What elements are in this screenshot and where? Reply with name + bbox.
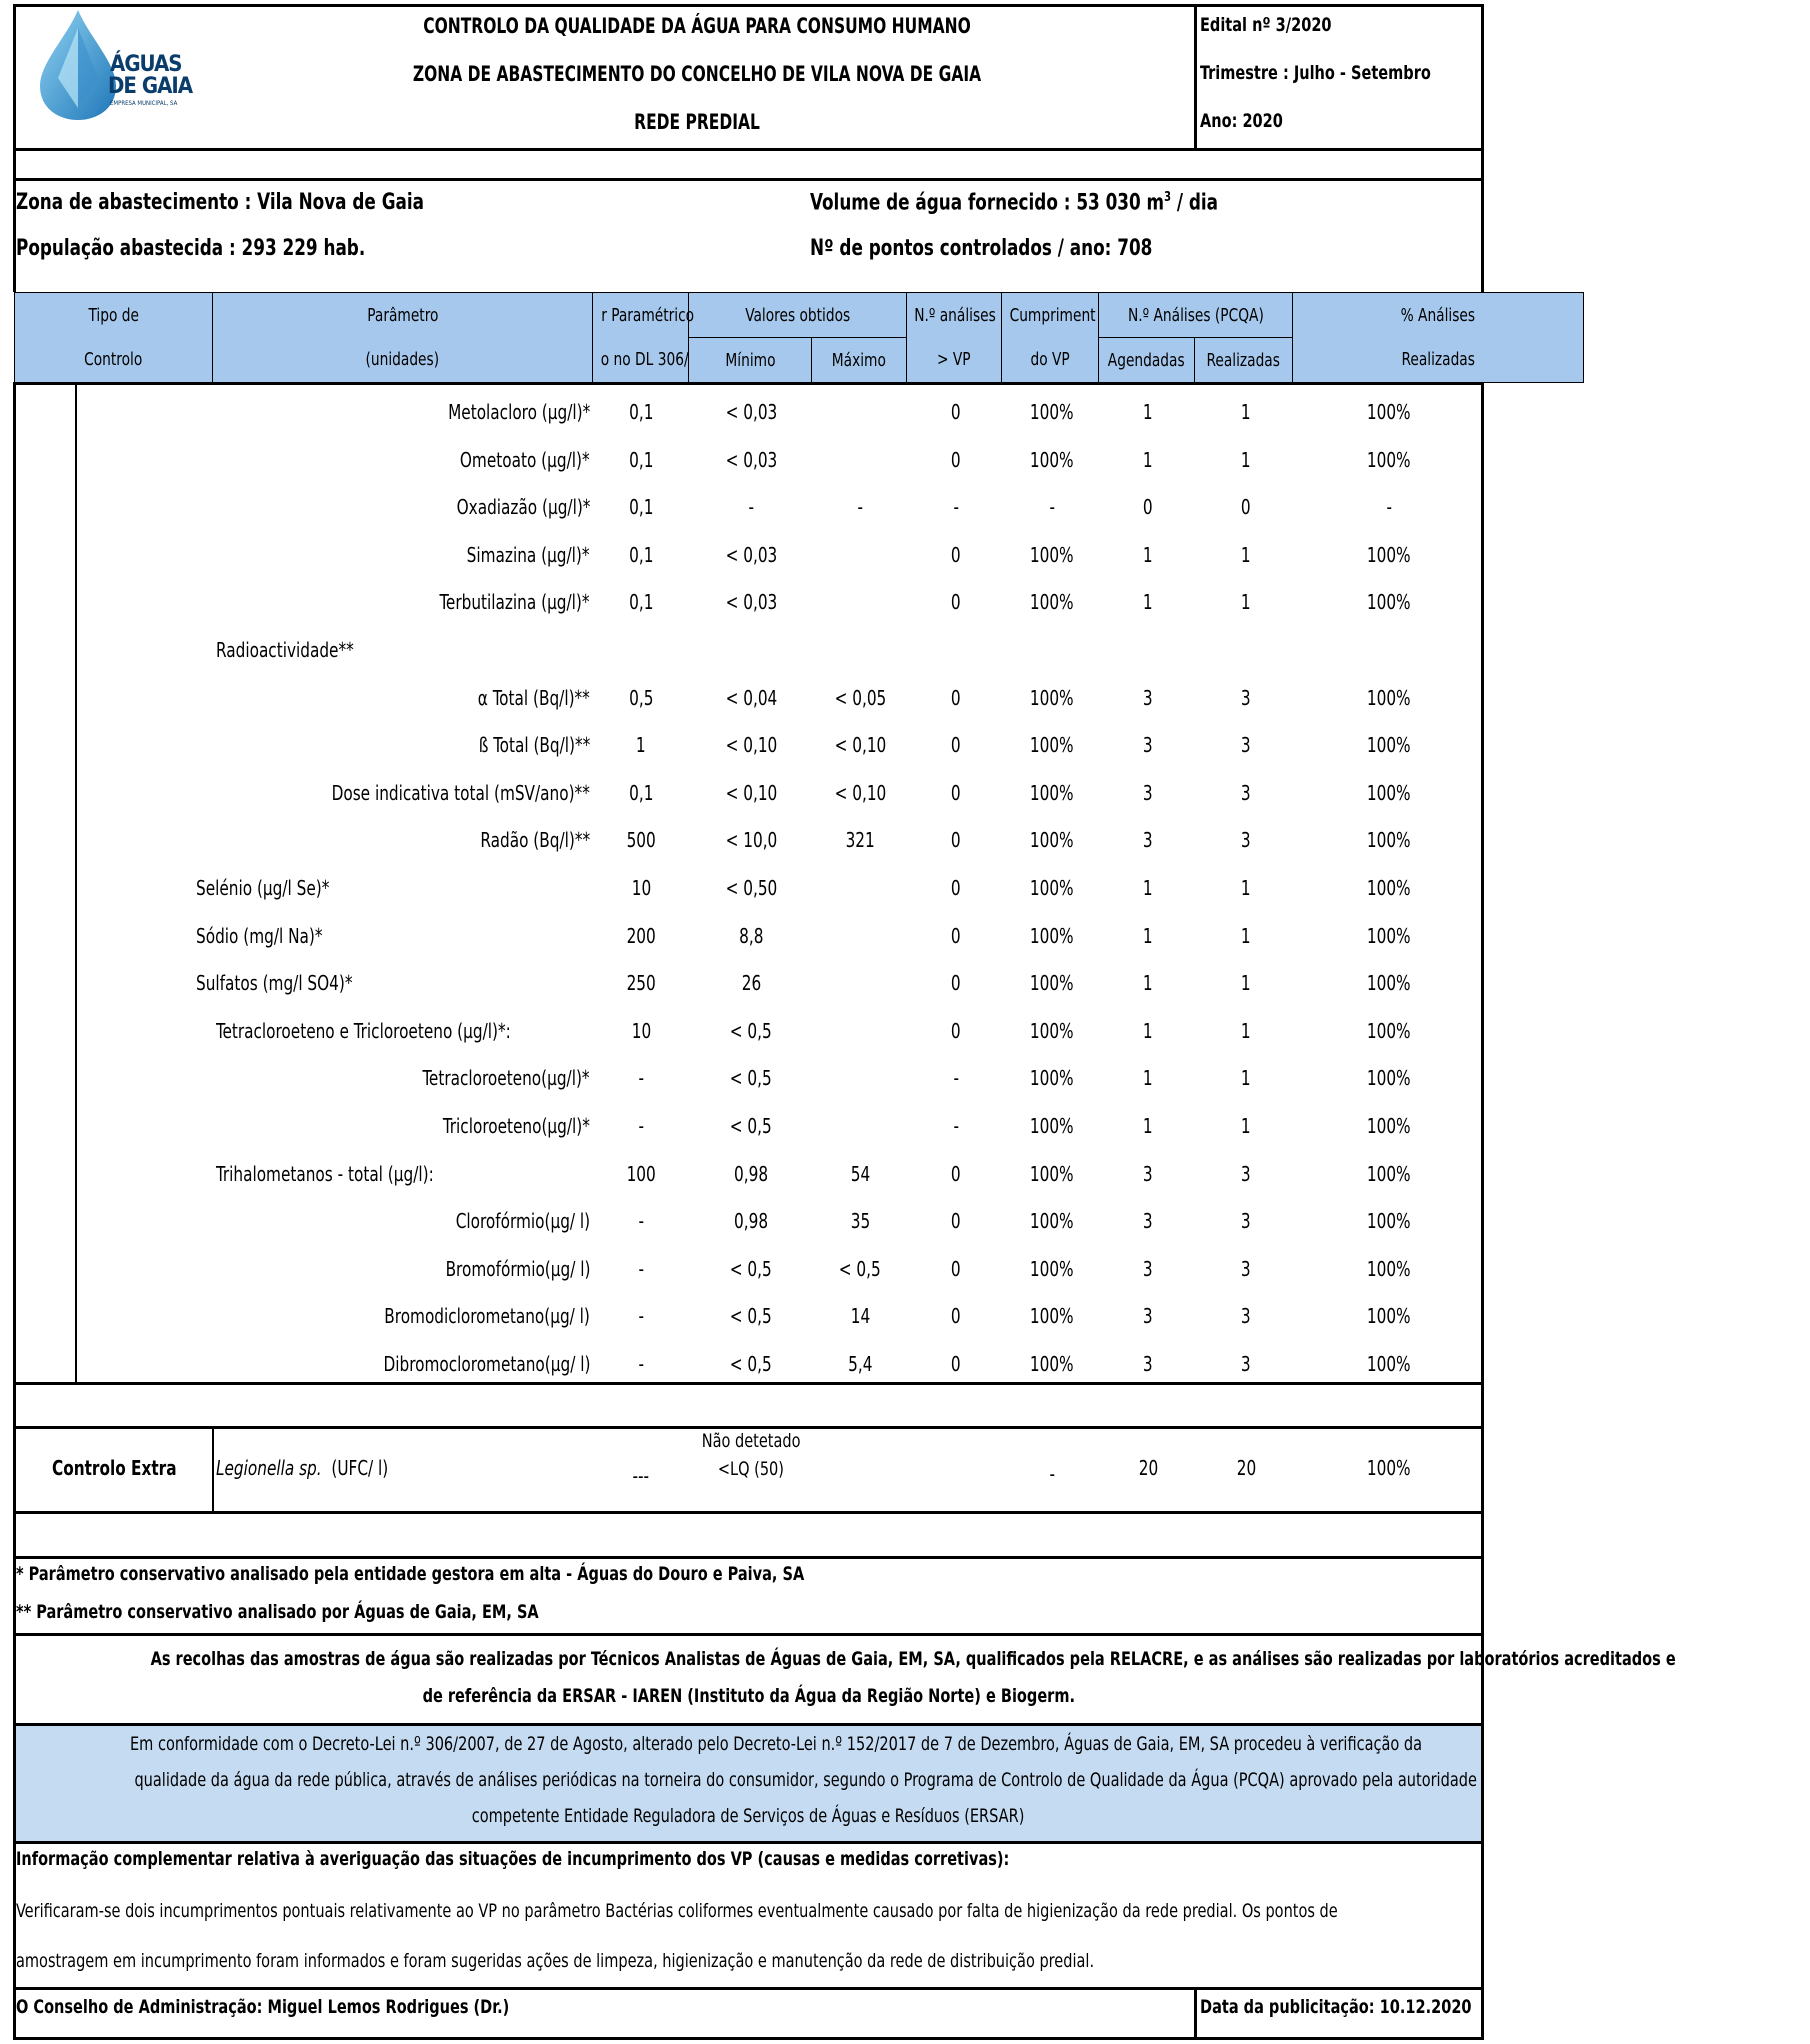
trimestre: Trimestre : Julho - Setembro xyxy=(1200,62,1431,84)
conformidade-2: qualidade da água da rede pública, através de análises periódicas na torneira do consumidor, segundo o Programa de Controlo de Qualidade da Água (PCQA) aprovado pela autoridade xyxy=(134,1769,1477,1791)
cell-pct: 100% xyxy=(1367,1209,1411,1234)
table-row xyxy=(0,483,1497,531)
spacer-3 xyxy=(13,1514,1484,1556)
param-label: Metolacloro (µg/l)* xyxy=(447,400,590,424)
cell-ag: 3 xyxy=(1143,1256,1153,1281)
table-row xyxy=(0,816,1497,864)
param-label: Oxadiazão (µg/l)* xyxy=(456,495,590,520)
logo-text-de-gaia: DE GAIA xyxy=(108,74,193,99)
table-row xyxy=(0,721,1497,769)
info-complementar-2: amostragem em incumprimento foram informados e foram sugeridas ações de limpeza, higienização e manutenção da rede de distribuição predial. xyxy=(16,1950,1095,1972)
extra-ag: 20 xyxy=(1138,1456,1158,1480)
cell-vp: 0,1 xyxy=(628,780,654,805)
param-label: Bromodiclorometano(µg/ l) xyxy=(384,1304,590,1329)
cell-min: 0,98 xyxy=(733,1161,769,1186)
table-row xyxy=(0,531,1497,579)
cell-ag: 0 xyxy=(1143,495,1153,520)
cell-vp: 250 xyxy=(626,971,656,996)
cell-min: < 0,03 xyxy=(725,447,777,472)
cell-nvp: - xyxy=(953,1066,959,1091)
extra-cump: - xyxy=(1049,1462,1055,1486)
cell-re: 1 xyxy=(1241,971,1251,996)
data-publicitacao: Data da publicitação: 10.12.2020 xyxy=(1200,1996,1472,2018)
conformidade-1: Em conformidade com o Decreto-Lei n.º 306/2007, de 27 de Agosto, alterado pelo Decreto-Lei n.º 152/2017 de 7 de Dezembro, Águas de Gaia, EM, SA procedeu à verificação da xyxy=(130,1733,1423,1755)
cell-nvp: 0 xyxy=(951,1161,961,1186)
hdr-tipo-2: Controlo xyxy=(84,349,143,371)
hdr-maximo: Máximo xyxy=(831,349,887,371)
cell-nvp: 0 xyxy=(951,971,961,996)
table-row xyxy=(0,959,1497,1007)
cell-pct: 100% xyxy=(1367,685,1411,710)
table-row xyxy=(0,626,1497,674)
param-label: Tricloroeteno(µg/l)* xyxy=(443,1114,590,1138)
cell-cump: 100% xyxy=(1030,1114,1074,1138)
cell-min: < 0,03 xyxy=(725,400,777,424)
table-row xyxy=(0,1054,1497,1102)
info-complementar-title: Informação complementar relativa à averiguação das situações de incumprimento dos VP (causas e medidas corretivas): xyxy=(16,1848,1010,1870)
cell-vp: 0,5 xyxy=(628,685,654,710)
param-label: Dose indicativa total (mSV/ano)** xyxy=(331,780,590,805)
hdr-param-1: Parâmetro xyxy=(366,304,439,326)
cell-cump: 100% xyxy=(1030,1352,1074,1376)
hdr-vp-2: o no DL 306/ xyxy=(600,349,689,371)
cell-pct: 100% xyxy=(1367,1304,1411,1329)
cell-vp: 0,1 xyxy=(628,590,654,615)
param-label: α Total (Bq/l)** xyxy=(477,685,590,710)
title-2: ZONA DE ABASTECIMENTO DO CONCELHO DE VILA NOVA DE GAIA xyxy=(412,62,982,86)
zona-abastecimento: Zona de abastecimento : Vila Nova de Gaia xyxy=(16,190,424,215)
cell-min: < 0,03 xyxy=(725,590,777,615)
cell-re: 3 xyxy=(1241,1161,1251,1186)
cell-pct: 100% xyxy=(1367,1018,1411,1043)
cell-cump: 100% xyxy=(1030,971,1074,996)
cell-max: - xyxy=(857,495,863,520)
hdr-cump-1: Cumpriment xyxy=(1009,304,1096,326)
cell-ag: 3 xyxy=(1143,1304,1153,1329)
cell-cump: 100% xyxy=(1030,733,1074,758)
hdr-valores: Valores obtidos xyxy=(745,304,850,326)
cell-re: 1 xyxy=(1241,923,1251,948)
param-label: Clorofórmio(µg/ l) xyxy=(455,1209,590,1234)
cell-cump: 100% xyxy=(1030,1256,1074,1281)
cell-ag: 3 xyxy=(1143,1352,1153,1376)
conformidade-3: competente Entidade Reguladora de Serviços de Águas e Resíduos (ERSAR) xyxy=(472,1805,1025,1827)
cell-re: 3 xyxy=(1241,1352,1251,1376)
cell-nvp: 0 xyxy=(951,1018,961,1043)
cell-pct: 100% xyxy=(1367,780,1411,805)
cell-cump: 100% xyxy=(1030,542,1074,567)
cell-re: 1 xyxy=(1241,1114,1251,1138)
cell-nvp: 0 xyxy=(951,685,961,710)
param-label: Ometoato (µg/l)* xyxy=(460,447,590,472)
cell-pct: 100% xyxy=(1367,828,1411,853)
cell-cump: 100% xyxy=(1030,828,1074,853)
cell-nvp: 0 xyxy=(951,1209,961,1234)
cell-min: < 10,0 xyxy=(725,828,777,853)
edital: Edital nº 3/2020 xyxy=(1200,14,1332,36)
param-label: Simazina (µg/l)* xyxy=(467,542,590,567)
param-label: Bromofórmio(µg/ l) xyxy=(445,1256,590,1281)
hdr-tipo-1: Tipo de xyxy=(88,304,139,326)
table-row xyxy=(0,864,1497,912)
recolhas-1: As recolhas das amostras de água são realizadas por Técnicos Analistas de Águas de Gaia, EM, SA, qualificados pela RELACRE, e as análises são realizadas por laboratórios acreditados e xyxy=(150,1648,1676,1670)
cell-vp: 0,1 xyxy=(628,400,654,424)
cell-re: 1 xyxy=(1241,590,1251,615)
hdr-realizadas: Realizadas xyxy=(1206,349,1281,371)
cell-cump: 100% xyxy=(1030,1304,1074,1329)
cell-vp: 10 xyxy=(631,876,651,900)
table-row xyxy=(0,436,1497,484)
cell-vp: 10 xyxy=(631,1018,651,1043)
cell-max: < 0,10 xyxy=(834,780,886,805)
cell-pct: - xyxy=(1386,495,1392,520)
cell-nvp: 0 xyxy=(951,876,961,900)
cell-nvp: 0 xyxy=(951,923,961,948)
hdr-cump-2: do VP xyxy=(1030,349,1070,371)
cell-vp: - xyxy=(638,1256,644,1281)
cell-max: 14 xyxy=(850,1304,870,1329)
table-row xyxy=(0,1340,1497,1388)
cell-vp: - xyxy=(638,1114,644,1138)
param-label: Sódio (mg/l Na)* xyxy=(196,923,323,948)
cell-nvp: 0 xyxy=(951,1352,961,1376)
table-row xyxy=(0,912,1497,960)
cell-min: < 0,5 xyxy=(730,1066,772,1091)
table-row xyxy=(0,578,1497,626)
conselho-administracao: O Conselho de Administração: Miguel Lemos Rodrigues (Dr.) xyxy=(16,1996,510,2018)
note-1: * Parâmetro conservativo analisado pela entidade gestora em alta - Águas do Douro e Paiva, SA xyxy=(16,1563,805,1585)
table-row xyxy=(0,1150,1497,1198)
cell-pct: 100% xyxy=(1367,1161,1411,1186)
cell-cump: 100% xyxy=(1030,447,1074,472)
title-1: CONTROLO DA QUALIDADE DA ÁGUA PARA CONSUMO HUMANO xyxy=(423,14,971,38)
param-label: Radão (Bq/l)** xyxy=(480,828,590,853)
cell-nvp: 0 xyxy=(951,828,961,853)
cell-max: 54 xyxy=(850,1161,870,1186)
cell-pct: 100% xyxy=(1367,400,1411,424)
cell-cump: 100% xyxy=(1030,1066,1074,1091)
cell-pct: 100% xyxy=(1367,542,1411,567)
cell-cump: 100% xyxy=(1030,1018,1074,1043)
table-row xyxy=(0,674,1497,722)
cell-min: < 0,10 xyxy=(725,780,777,805)
cell-ag: 1 xyxy=(1143,1066,1153,1091)
table-row xyxy=(0,1245,1497,1293)
cell-min: < 0,5 xyxy=(730,1256,772,1281)
cell-cump: 100% xyxy=(1030,876,1074,900)
spacer-2 xyxy=(13,1384,1484,1426)
cell-ag: 3 xyxy=(1143,1161,1153,1186)
cell-ag: 1 xyxy=(1143,542,1153,567)
table-row xyxy=(0,388,1497,436)
cell-ag: 1 xyxy=(1143,923,1153,948)
cell-vp: 100 xyxy=(626,1161,656,1186)
cell-cump: - xyxy=(1049,495,1055,520)
hdr-minimo: Mínimo xyxy=(724,349,776,371)
cell-ag: 1 xyxy=(1143,1018,1153,1043)
cell-pct: 100% xyxy=(1367,1066,1411,1091)
cell-vp: 1 xyxy=(636,733,646,758)
info-complementar-1: Verificaram-se dois incumprimentos pontuais relativamente ao VP no parâmetro Bactérias coliformes eventualmente causado por falta de higienização da rede predial. Os pontos de xyxy=(16,1900,1338,1922)
cell-vp: 0,1 xyxy=(628,495,654,520)
cell-nvp: 0 xyxy=(951,590,961,615)
populacao: População abastecida : 293 229 hab. xyxy=(16,236,366,261)
cell-vp: 0,1 xyxy=(628,542,654,567)
extra-min-1: Não detetado xyxy=(701,1430,801,1452)
cell-cump: 100% xyxy=(1030,1161,1074,1186)
logo-text-sub: EMPRESA MUNICIPAL, SA xyxy=(110,100,178,107)
cell-pct: 100% xyxy=(1367,1352,1411,1376)
table-row xyxy=(0,1292,1497,1340)
cell-re: 0 xyxy=(1241,495,1251,520)
cell-pct: 100% xyxy=(1367,923,1411,948)
cell-re: 1 xyxy=(1241,447,1251,472)
cell-re: 3 xyxy=(1241,1304,1251,1329)
cell-vp: - xyxy=(638,1066,644,1091)
cell-re: 1 xyxy=(1241,1066,1251,1091)
volume-fornecido: Volume de água fornecido : 53 030 $m^3$ / dia xyxy=(810,190,1219,216)
cell-nvp: 0 xyxy=(951,542,961,567)
cell-pct: 100% xyxy=(1367,733,1411,758)
cell-pct: 100% xyxy=(1367,590,1411,615)
logo-text-aguas: ÁGUAS xyxy=(110,52,182,77)
cell-min: < 0,50 xyxy=(725,876,777,900)
param-label: ß Total (Bq/l)** xyxy=(478,733,590,758)
cell-vp: 0,1 xyxy=(628,447,654,472)
cell-pct: 100% xyxy=(1367,971,1411,996)
cell-cump: 100% xyxy=(1030,685,1074,710)
cell-nvp: 0 xyxy=(951,400,961,424)
cell-min: 26 xyxy=(741,971,761,996)
param-label: Dibromoclorometano(µg/ l) xyxy=(383,1352,590,1376)
cell-re: 1 xyxy=(1241,1018,1251,1043)
cell-ag: 1 xyxy=(1143,447,1153,472)
cell-ag: 3 xyxy=(1143,1209,1153,1234)
cell-min: < 0,5 xyxy=(730,1018,772,1043)
cell-min: < 0,04 xyxy=(725,685,777,710)
table-row xyxy=(0,1007,1497,1055)
param-label: Tetracloroeteno(µg/l)* xyxy=(422,1066,590,1091)
cell-vp: 500 xyxy=(626,828,656,853)
cell-min: 8,8 xyxy=(738,923,764,948)
cell-re: 1 xyxy=(1241,542,1251,567)
cell-re: 3 xyxy=(1241,685,1251,710)
cell-ag: 3 xyxy=(1143,733,1153,758)
hdr-pcqa: N.º Análises (PCQA) xyxy=(1127,304,1264,326)
cell-min: < 0,5 xyxy=(730,1304,772,1329)
cell-re: 1 xyxy=(1241,400,1251,424)
cell-ag: 3 xyxy=(1143,780,1153,805)
hdr-nanal-2: > VP xyxy=(937,349,971,371)
table-row xyxy=(0,1102,1497,1150)
param-label: Radioactividade** xyxy=(216,638,354,662)
note-2: ** Parâmetro conservativo analisado por Águas de Gaia, EM, SA xyxy=(16,1601,539,1623)
cell-nvp: 0 xyxy=(951,1304,961,1329)
extra-min-2: <LQ (50) xyxy=(717,1458,785,1480)
cell-ag: 1 xyxy=(1143,590,1153,615)
cell-max: < 0,10 xyxy=(834,733,886,758)
cell-min: < 0,5 xyxy=(730,1352,772,1376)
param-label: Terbutilazina (µg/l)* xyxy=(439,590,590,615)
cell-max: 5,4 xyxy=(847,1352,873,1376)
hdr-pct-2: Realizadas xyxy=(1401,349,1475,371)
cell-max: 35 xyxy=(850,1209,870,1234)
cell-pct: 100% xyxy=(1367,1114,1411,1138)
cell-nvp: 0 xyxy=(951,780,961,805)
cell-cump: 100% xyxy=(1030,1209,1074,1234)
cell-nvp: - xyxy=(953,495,959,520)
cell-min: < 0,03 xyxy=(725,542,777,567)
cell-min: - xyxy=(748,495,754,520)
hdr-vp-1: r Paramétrico xyxy=(601,304,695,326)
cell-min: 0,98 xyxy=(733,1209,769,1234)
cell-ag: 3 xyxy=(1143,828,1153,853)
cell-vp: - xyxy=(638,1352,644,1376)
cell-ag: 1 xyxy=(1143,400,1153,424)
extra-tipo: Controlo Extra xyxy=(51,1456,177,1480)
extra-param: Legionella sp. (UFC/ l) xyxy=(216,1456,389,1480)
cell-re: 3 xyxy=(1241,828,1251,853)
param-label: Trihalometanos - total (µg/l): xyxy=(216,1161,434,1186)
cell-cump: 100% xyxy=(1030,590,1074,615)
cell-pct: 100% xyxy=(1367,447,1411,472)
column-header xyxy=(14,292,1584,383)
cell-max: < 0,5 xyxy=(839,1256,881,1281)
cell-vp: - xyxy=(638,1304,644,1329)
cell-ag: 1 xyxy=(1143,971,1153,996)
param-label: Tetracloroeteno e Tricloroeteno (µg/l)*: xyxy=(216,1018,511,1043)
cell-cump: 100% xyxy=(1030,923,1074,948)
hdr-nanal-1: N.º análises xyxy=(914,304,996,326)
cell-nvp: 0 xyxy=(951,1256,961,1281)
table-row xyxy=(0,769,1497,817)
cell-vp: 200 xyxy=(626,923,656,948)
recolhas-2: de referência da ERSAR - IAREN (Instituto da Água da Região Norte) e Biogerm. xyxy=(422,1685,1075,1707)
hdr-agendadas: Agendadas xyxy=(1108,349,1185,371)
param-label: Selénio (µg/l Se)* xyxy=(196,876,330,900)
hdr-param-2: (unidades) xyxy=(365,349,440,371)
cell-re: 3 xyxy=(1241,1209,1251,1234)
cell-cump: 100% xyxy=(1030,400,1074,424)
cell-ag: 1 xyxy=(1143,876,1153,900)
hdr-pct-1: % Análises xyxy=(1400,304,1476,326)
table-row xyxy=(0,1197,1497,1245)
extra-re: 20 xyxy=(1236,1456,1256,1480)
cell-min: < 0,5 xyxy=(730,1114,772,1138)
pontos-controlados: Nº de pontos controlados / ano: 708 xyxy=(810,236,1153,261)
cell-re: 3 xyxy=(1241,780,1251,805)
title-3: REDE PREDIAL xyxy=(634,110,760,134)
ano: Ano: 2020 xyxy=(1200,110,1283,132)
param-label: Sulfatos (mg/l SO4)* xyxy=(196,971,353,996)
extra-vp: --- xyxy=(632,1464,650,1488)
cell-nvp: 0 xyxy=(951,733,961,758)
cell-ag: 1 xyxy=(1143,1114,1153,1138)
cell-re: 3 xyxy=(1241,733,1251,758)
cell-min: < 0,10 xyxy=(725,733,777,758)
cell-re: 3 xyxy=(1241,1256,1251,1281)
cell-re: 1 xyxy=(1241,876,1251,900)
cell-pct: 100% xyxy=(1367,876,1411,900)
cell-ag: 3 xyxy=(1143,685,1153,710)
cell-nvp: - xyxy=(953,1114,959,1138)
cell-vp: - xyxy=(638,1209,644,1234)
cell-nvp: 0 xyxy=(951,447,961,472)
cell-pct: 100% xyxy=(1367,1256,1411,1281)
extra-pct: 100% xyxy=(1367,1456,1411,1480)
cell-max: 321 xyxy=(845,828,875,853)
cell-cump: 100% xyxy=(1030,780,1074,805)
spacer-1 xyxy=(13,151,1484,181)
cell-max: < 0,05 xyxy=(834,685,886,710)
